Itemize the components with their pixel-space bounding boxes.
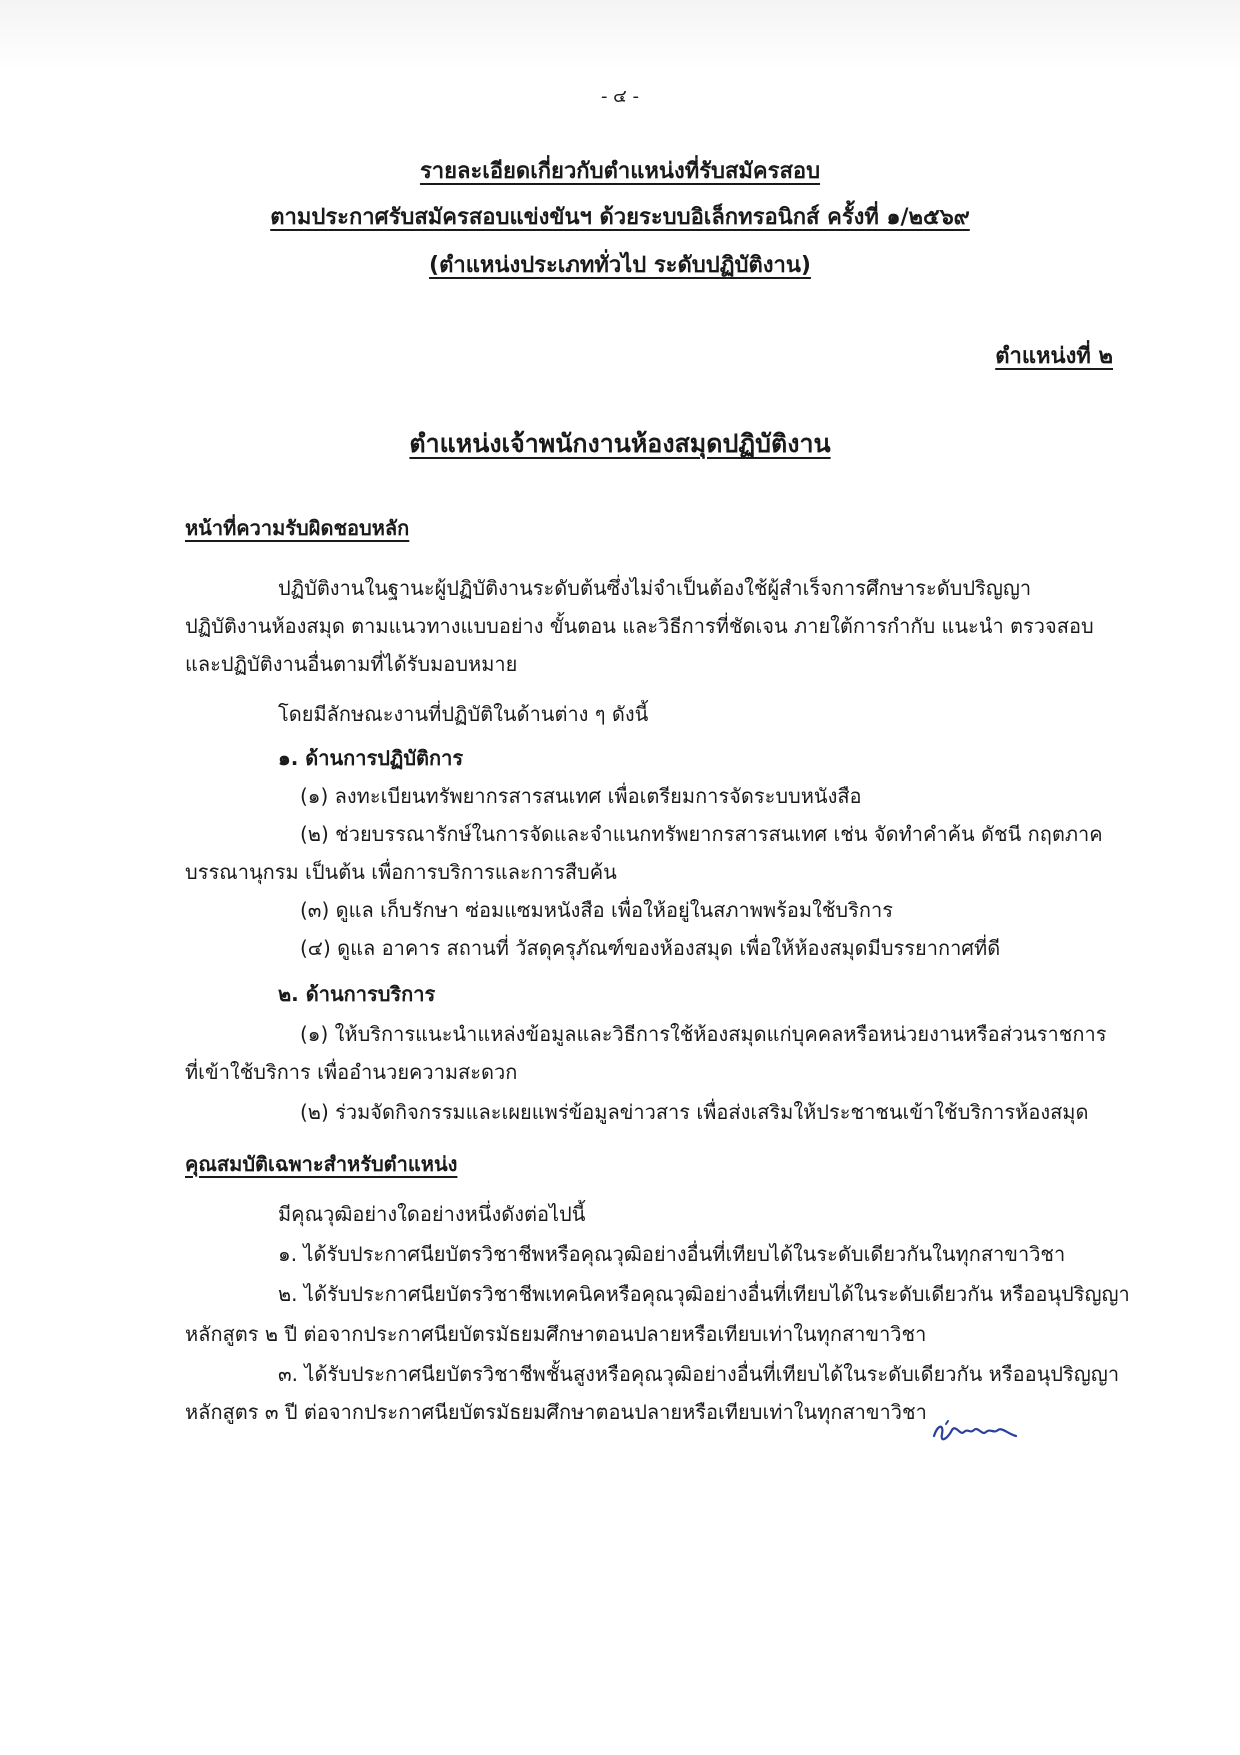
qualifications-heading: คุณสมบัติเฉพาะสำหรับตำแหน่ง [185, 1152, 458, 1176]
page-number: - ๔ - [600, 86, 640, 107]
section-2-item-1-line-1: (๑) ให้บริการแนะนำแหล่งข้อมูลและวิธีการใช้ห้องสมุดแก่บุคคลหรือหน่วยงานหรือส่วนราชการ [300, 1022, 1107, 1046]
scan-edge-shading [0, 0, 1240, 70]
qualifications-lead: มีคุณวุฒิอย่างใดอย่างหนึ่งดังต่อไปนี้ [278, 1202, 586, 1226]
section-1-item-1: (๑) ลงทะเบียนทรัพยากรสารสนเทศ เพื่อเตรียมการจัดระบบหนังสือ [300, 784, 862, 808]
qualification-item-1: ๑. ได้รับประกาศนียบัตรวิชาชีพหรือคุณวุฒิอย่างอื่นที่เทียบได้ในระดับเดียวกันในทุกสาขาวิชา [278, 1242, 1066, 1266]
title-line-1: รายละเอียดเกี่ยวกับตำแหน่งที่รับสมัครสอบ [419, 159, 821, 184]
position-number: ตำแหน่งที่ ๒ [995, 344, 1113, 369]
title-line-3: (ตำแหน่งประเภททั่วไป ระดับปฏิบัติงาน) [429, 253, 811, 278]
section-1-item-4: (๔) ดูแล อาคาร สถานที่ วัสดุครุภัณฑ์ของห้องสมุด เพื่อให้ห้องสมุดมีบรรยากาศที่ดี [300, 936, 1001, 960]
section-1-heading: ๑. ด้านการปฏิบัติการ [278, 746, 464, 770]
duties-intro-line-3: และปฏิบัติงานอื่นตามที่ได้รับมอบหมาย [185, 652, 518, 676]
section-2-item-2: (๒) ร่วมจัดกิจกรรมและเผยแพร่ข้อมูลข่าวสาร เพื่อส่งเสริมให้ประชาชนเข้าใช้บริการห้องสมุด [300, 1100, 1089, 1124]
qualification-item-2-line-2: หลักสูตร ๒ ปี ต่อจากประกาศนียบัตรมัธยมศึกษาตอนปลายหรือเทียบเท่าในทุกสาขาวิชา [185, 1322, 927, 1346]
section-1-item-2-line-1: (๒) ช่วยบรรณารักษ์ในการจัดและจำแนกทรัพยากรสารสนเทศ เช่น จัดทำคำค้น ดัชนี กฤตภาค [300, 822, 1103, 846]
duties-lead: โดยมีลักษณะงานที่ปฏิบัติในด้านต่าง ๆ ดังนี้ [278, 702, 649, 726]
title-line-2: ตามประกาศรับสมัครสอบแข่งขันฯ ด้วยระบบอิเล็กทรอนิกส์ ครั้งที่ ๑/๒๕๖๙ [270, 205, 970, 230]
section-2-item-1-line-2: ที่เข้าใช้บริการ เพื่ออำนวยความสะดวก [185, 1060, 518, 1084]
duties-intro-line-1: ปฏิบัติงานในฐานะผู้ปฏิบัติงานระดับต้นซึ่งไม่จำเป็นต้องใช้ผู้สำเร็จการศึกษาระดับปริญญา [278, 576, 1032, 600]
section-2-heading: ๒. ด้านการบริการ [278, 982, 436, 1006]
qualification-item-3-line-1: ๓. ได้รับประกาศนียบัตรวิชาชีพชั้นสูงหรือคุณวุฒิอย่างอื่นที่เทียบได้ในระดับเดียวกัน หรืออนุปริญญา [278, 1362, 1120, 1386]
qualification-item-2-line-1: ๒. ได้รับประกาศนียบัตรวิชาชีพเทคนิคหรือคุณวุฒิอย่างอื่นที่เทียบได้ในระดับเดียวกัน หรืออนุปริญญา [278, 1282, 1130, 1306]
handwritten-signature [930, 1418, 1020, 1444]
duties-intro-line-2: ปฏิบัติงานห้องสมุด ตามแนวทางแบบอย่าง ขั้นตอน และวิธีการที่ชัดเจน ภายใต้การกำกับ แนะนำ ตรวจสอบ [185, 614, 1094, 638]
position-title: ตำแหน่งเจ้าพนักงานห้องสมุดปฏิบัติงาน [409, 429, 831, 458]
section-1-item-3: (๓) ดูแล เก็บรักษา ซ่อมแซมหนังสือ เพื่อให้อยู่ในสภาพพร้อมใช้บริการ [300, 898, 893, 922]
section-1-item-2-line-2: บรรณานุกรม เป็นต้น เพื่อการบริการและการสืบค้น [185, 860, 617, 884]
duties-heading: หน้าที่ความรับผิดชอบหลัก [185, 516, 410, 540]
qualification-item-3-line-2: หลักสูตร ๓ ปี ต่อจากประกาศนียบัตรมัธยมศึกษาตอนปลายหรือเทียบเท่าในทุกสาขาวิชา [185, 1400, 927, 1424]
